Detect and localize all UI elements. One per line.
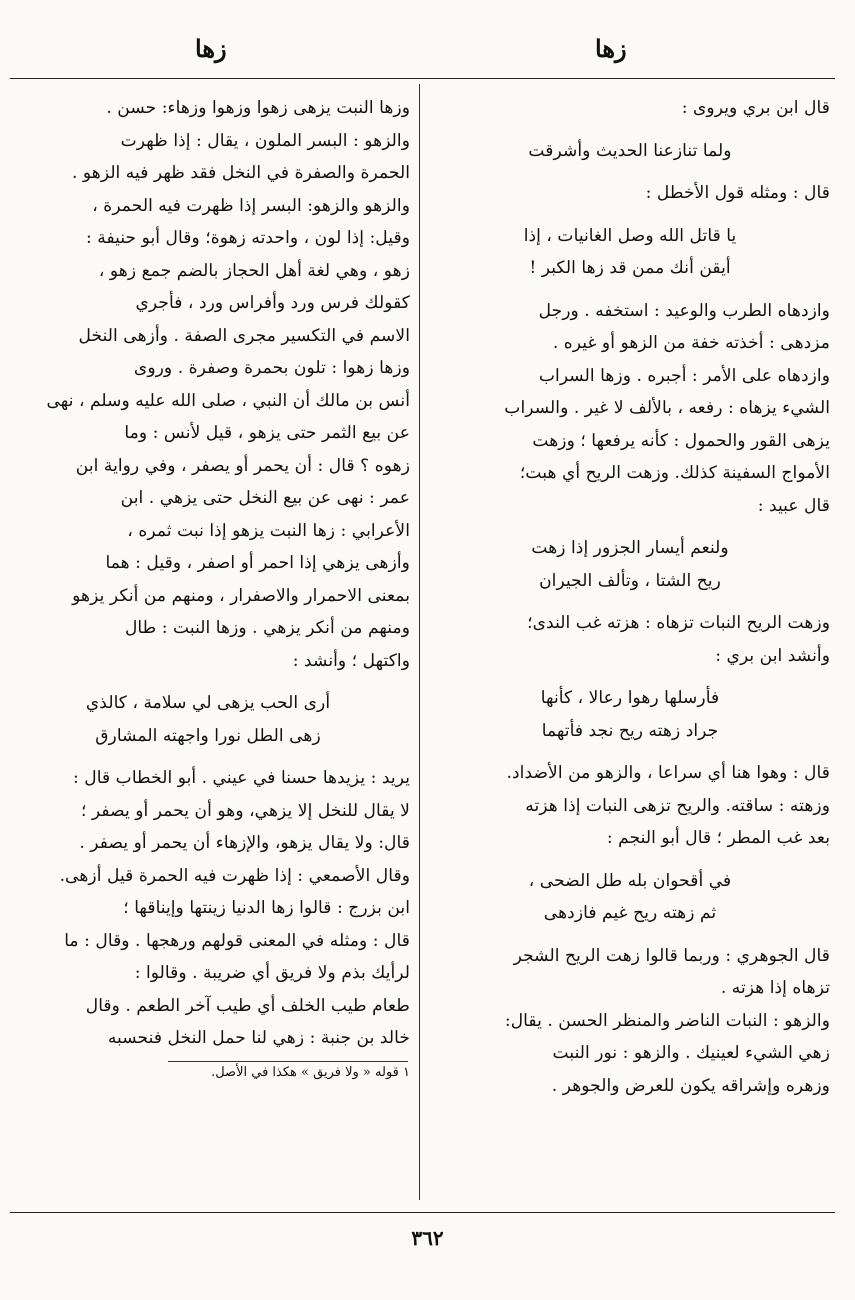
text-line: وزها زهوا : تلون بحمرة وصفرة . وروى: [133, 358, 410, 378]
footer-rule: [10, 1212, 835, 1213]
text-line: وازدهاه على الأمر : أجبره . وزها السراب: [538, 365, 830, 386]
verse-gap: [430, 672, 830, 682]
verse-line: ولنعم أيسار الجزور إذا زهت: [531, 538, 729, 558]
text-line: والزهو : النبات الناضر والمنظر الحسن . يقال:: [504, 1010, 830, 1031]
text-line: قال : ومثله في المعنى قولهم ورهجها . وقال : ما: [64, 930, 410, 951]
column-divider: [419, 84, 420, 1200]
text-line: تزهاه إذا هزته .: [720, 978, 830, 998]
text-line: وزهره وإشراقه يكون للعرض والجوهر .: [551, 1075, 830, 1096]
text-line: قال عبيد :: [757, 495, 830, 516]
verse-gap: [430, 522, 830, 532]
text-line: قال الجوهري : وربما قالوا زهت الريح الشجر: [513, 945, 830, 966]
text-line: زهي الشيء لعينيك . والزهو : نور النبت: [552, 1043, 830, 1063]
verse-line: فأرسلها رهوا رعالا ، كأنها: [540, 688, 720, 708]
text-line: كقولك فرس ورد وأفراس ورد ، فأجري: [135, 293, 410, 313]
verse-gap: [430, 855, 830, 865]
text-line: والزهو : البسر الملون ، يقال : إذا ظهرت: [120, 130, 410, 151]
verse-line: جراد زهته ريح نجد فأتهما: [541, 720, 719, 741]
verse-gap: [6, 752, 410, 762]
verse-gap: [430, 167, 830, 177]
right-column: [430, 92, 830, 1204]
header-word-left: زها: [195, 34, 227, 63]
text-line: يريد : يزيدها حسنا في عيني . أبو الخطاب قال :: [72, 768, 410, 788]
text-line: الأعرابي : زها النبت يزهو إذا نبت ثمره ،: [127, 520, 410, 541]
text-line: وقال الأصمعي : إذا ظهرت فيه الحمرة قيل أزهى.: [59, 865, 410, 886]
text-line: واكتهل ؛ وأنشد :: [292, 650, 410, 671]
text-line: عن بيع الثمر حتى يزهو ، قيل لأنس : وما: [124, 423, 410, 443]
verse-line: أرى الحب يزهى لي سلامة ، كالذي: [85, 693, 331, 713]
text-line: قال: ولا يقال يزهو، والإزهاء أن يحمر أو يصفر .: [79, 833, 410, 853]
text-line: وازدهاه الطرب والوعيد : استخفه . ورجل: [538, 300, 830, 321]
text-line: زهو ، وهي لغة أهل الحجاز بالضم جمع زهو ،: [98, 260, 410, 281]
text-line: مزدهى : أخذته خفة من الزهو أو غيره .: [552, 333, 830, 353]
text-line: خالد بن جنبة : زهي لنا حمل النخل فنحسبه: [107, 1028, 410, 1048]
text-line: قال ابن بري ويروى :: [681, 98, 830, 118]
verse-gap: [430, 210, 830, 220]
verse-line: ثم زهته ريح غيم فازدهى: [543, 903, 717, 923]
verse-line: زهى الطل نورا واجهته المشارق: [95, 725, 321, 746]
text-line: عمر : نهى عن بيع النخل حتى يزهي . ابن: [120, 488, 410, 508]
text-line: ابن بزرج : قالوا زها الدنيا زينتها وإيناقها ؛: [123, 898, 410, 918]
text-line: وقيل: إذا لون ، واحدته زهوة؛ وقال أبو حنيفة :: [86, 228, 410, 248]
verse-line: يا قاتل الله وصل الغانيات ، إذا: [523, 225, 737, 246]
text-line: لرأيك بذم ولا فريق أي ضريبة . وقالوا :: [134, 963, 410, 983]
text-line: قال : ومثله قول الأخطل :: [645, 183, 830, 203]
verse-line: ولما تنازعنا الحديث وأشرقت: [528, 140, 732, 161]
verse-gap: [430, 285, 830, 295]
text-line: زهوه ؟ قال : أن يحمر أو يصفر ، وفي رواية ابن: [75, 455, 410, 476]
text-line: وزها النبت يزهى زهوا وزهوا وزهاء: حسن .: [106, 98, 410, 118]
verse-gap: [430, 747, 830, 757]
header-rule: [10, 78, 835, 79]
left-column: [6, 92, 410, 1204]
text-line: بعد غب المطر ؛ قال أبو النجم :: [606, 828, 830, 848]
verse-line: ريح الشتا ، وتألف الجيران: [539, 570, 721, 591]
text-line: الحمرة والصفرة في النخل فقد ظهر فيه الزهو .: [71, 163, 410, 183]
text-line: لا يقال للنخل إلا يزهي، وهو أن يحمر أو يصفر ؛: [81, 800, 410, 821]
verse-gap: [6, 677, 410, 687]
text-line: يزهى القور والحمول : كأنه يرفعها ؛ وزهت: [532, 430, 830, 451]
page-number: ٣٦٢: [411, 1226, 444, 1250]
text-line: الشيء يزهاه : رفعه ، بالألف لا غير . والسراب: [504, 398, 830, 418]
verse-line: أيقن أنك ممن قد زها الكبر !: [529, 258, 731, 278]
text-line: والزهو والزهو: البسر إذا ظهرت فيه الحمرة ،: [92, 195, 410, 216]
text-line: وزهته : ساقته. والريح تزهى النبات إذا هزته: [525, 795, 830, 816]
text-line: طعام طيب الخلف أي طيب آخر الطعم . وقال: [85, 995, 410, 1016]
text-line: أنس بن مالك أن النبي ، صلى الله عليه وسلم ، نهى: [46, 390, 410, 411]
text-line: وأنشد ابن بري :: [715, 645, 830, 666]
text-line: وأزهى يزهي إذا احمر أو اصفر ، وقيل : هما: [105, 553, 410, 573]
verse-gap: [430, 125, 830, 135]
verse-line: في أقحوان بله طل الضحى ،: [528, 870, 732, 891]
text-line: وزهت الريح النبات تزهاه : هزته غب الندى؛: [527, 613, 830, 633]
text-line: ومنهم من أنكر يزهي . وزها النبت : طال: [124, 618, 410, 638]
text-line: قال : وهوا هنا أي سراعا ، والزهو من الأضداد.: [506, 763, 830, 783]
text-line: الاسم في التكسير مجرى الصفة . وأزهى النخل: [78, 325, 410, 346]
text-line: الأمواج السفينة كذلك. وزهت الريح أي هبت؛: [519, 463, 830, 483]
header-word-right: زها: [595, 34, 627, 63]
footnote: ١ قوله « ولا فريق » هكذا في الأصل.: [211, 1064, 410, 1080]
verse-gap: [430, 597, 830, 607]
text-line: بمعنى الاحمرار والاصفرار ، ومنهم من أنكر يزهو: [72, 585, 410, 606]
verse-gap: [430, 930, 830, 940]
